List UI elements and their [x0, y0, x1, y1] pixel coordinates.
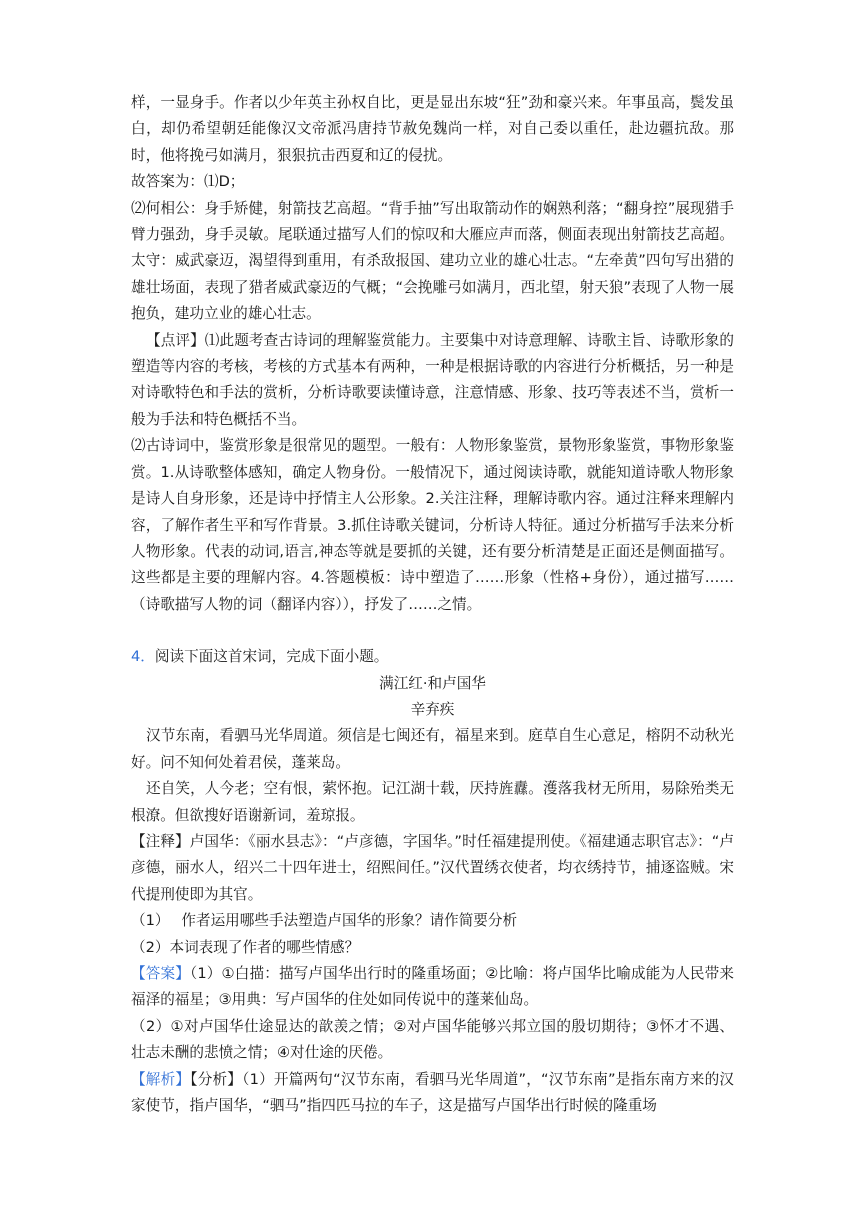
answer-block-1 — [131, 961, 734, 1014]
question-heading — [131, 644, 734, 670]
sub-question-1: （1） 作者运用哪些手法塑造卢国华的形象？请作简要分析 — [131, 912, 518, 930]
document-body — [131, 90, 734, 1119]
analysis-text: 【分析】（1）开篇两句“汉节东南，看驷马光华周道”，“汉节东南”是指东南方来的汉家使节，指卢国华，“驷马”指四匹马拉的车子，这是描写卢国华出行时候的隆重场 — [131, 1070, 734, 1115]
spacer — [131, 618, 734, 644]
answer-line: 故答案为：⑴D； — [131, 173, 245, 191]
poem-stanza-2: 还自笑，人今老；空有恨，萦怀抱。记江湖十载，厌持旌纛。濩落我材无所用，易除殆类无根潦。但欲搜好语谢新词，羞琼报。 — [131, 780, 734, 824]
paragraph-character-analysis: ⑵何相公：身手矫健，射箭技艺高超。“背手抽”写出取箭动作的娴熟利落；“翻身控”展现猎手臂力强劲，身手灵敏。尾联通过描写人们的惊叹和大雁应声而落，侧面表现出射箭技艺高超。太守：威武豪迈，渴望得到重用，有杀敌报国、建功立业的雄心壮志。“左牵黄”四句写出猎的雄壮场面，表现了猎者威武豪迈的气概；“会挽雕弓如满月，西北望，射天狼”表现了人物一展抱负，建功立业的雄心壮志。 — [131, 199, 734, 323]
paragraph-comment: 【点评】⑴此题考查古诗词的理解鉴赏能力。主要集中对诗意理解、诗歌主旨、诗歌形象的塑造等内容的考核，考核的方式基本有两种，一种是根据诗歌的内容进行分析概括，另一种是对诗歌特色和手法的赏析，分析诗歌要读懂诗意，注意情感、形象、技巧等表述不当，赏析一般为手法和特色概括不当。 — [131, 331, 734, 428]
answer-text-1: （1）①白描：描写卢国华出行时的隆重场面；②比喻：将卢国华比喻成能为人民带来福泽的福星；③用典：写卢国华的住处如同传说中的蓬莱仙岛。 — [131, 965, 734, 1009]
poem-author: 辛弃疾 — [410, 700, 455, 718]
poem-note: 【注释】卢国华：《丽水县志》：“卢彦德，字国华。”时任福建提刑使。《福建通志职官志》：“卢彦德，丽水人，绍兴二十四年进士，绍熙间任。”汉代置绣衣使者，均衣绣持节，捕逐盗贼。宋代提刑使即为其官。 — [131, 832, 734, 903]
answer-block-2: （2）①对卢国华仕途显达的歆羡之情；②对卢国华能够兴邦立国的殷切期待；③怀才不遇、壮志未酬的悲愤之情；④对仕途的厌倦。 — [131, 1017, 734, 1062]
question-prompt: 阅读下面这首宋词，完成下面小题。 — [154, 648, 389, 666]
sub-question-2: （2）本词表现了作者的哪些情感？ — [131, 938, 360, 956]
analysis-tag: 【解析】 — [131, 1070, 191, 1088]
poem-title: 满江红·和卢国华 — [379, 674, 486, 692]
paragraph-prev-analysis: 样，一显身手。作者以少年英主孙权自比，更是显出东坡“狂”劲和豪兴来。年事虽高，鬓发虽白，却仍希望朝廷能像汉文帝派冯唐持节赦免魏尚一样，对自己委以重任，赴边疆抗敌。那时，他将挽弓如满月，狠狠抗击西夏和辽的侵扰。 — [131, 94, 734, 164]
analysis-block — [131, 1067, 734, 1120]
answer-tag: 【答案】 — [131, 965, 190, 982]
poem-stanza-1: 汉节东南，看驷马光华周道。须信是七闽还有，福星来到。庭草自生心意足，榕阴不动秋光好。问不知何处着君侯，蓬莱岛。 — [131, 727, 734, 771]
question-number: 4． — [131, 648, 155, 666]
paragraph-method: ⑵古诗词中，鉴赏形象是很常见的题型。一般有：人物形象鉴赏，景物形象鉴赏，事物形象鉴赏。1.从诗歌整体感知，确定人物身份。一般情况下，通过阅读诗歌，就能知道诗歌人物形象是诗人自身形象，还是诗中抒情主人公形象。2.关注注释，理解诗歌内容。通过注释来理解内容，了解作者生平和写作背景。3.抓住诗歌关键词，分析诗人特征。通过分析描写手法来分析人物形象。代表的动词,语言,神态等就是要抓的关键，还有要分析清楚是正面还是侧面描写。这些都是主要的理解内容。4.答题模板：诗中塑造了……形象（性格+身份），通过描写……（诗歌描写人物的词（翻译内容）），抒发了……之情。 — [131, 437, 734, 613]
